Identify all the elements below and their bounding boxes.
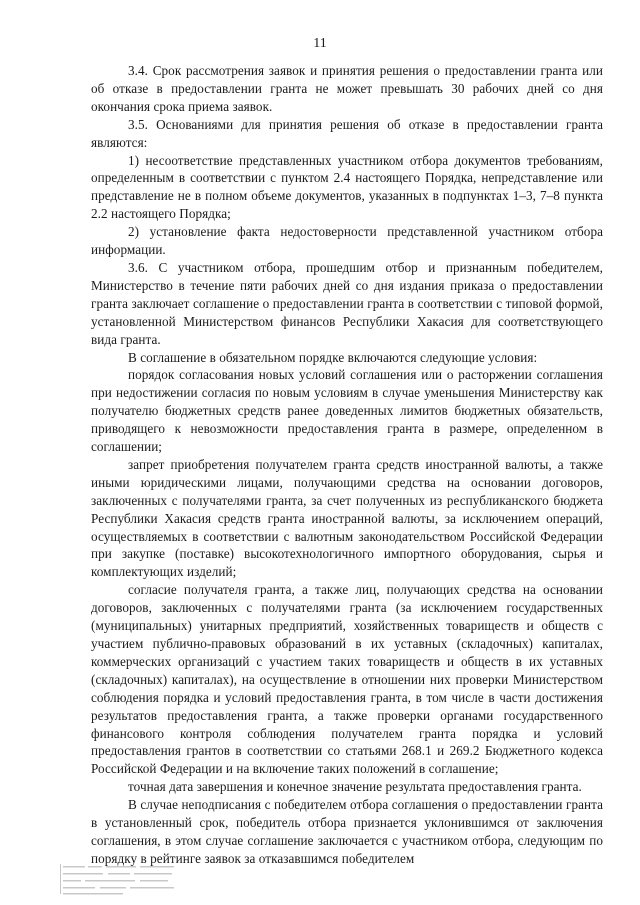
document-body [91,62,603,868]
paragraph-condition-approval: порядок согласования новых условий соглашения или о расторжении соглашения при недостижении согласия по новым условиям в случае уменьшения Министерству как получателю бюджетных средств ранее доведенных лимитов бюджетных обязательств, приводящего к невозможности предоставления гранта в размере, определенном в соглашении; [91,367,603,455]
paragraph-3-6: 3.6. С участником отбора, прошедшим отбор и признанным победителем, Министерство в течение пяти рабочих дней со дня издания приказа о предоставлении гранта заключает соглашение о предоставлении гранта в соответствии с типовой формой, установленной Министерством финансов Республики Хакасия для соответствующего вида гранта. [91,259,603,347]
paragraph-condition-date: точная дата завершения и конечное значение результата предоставления гранта. [128,779,582,795]
page-number: 11 [313,36,327,51]
paragraph-3-5-item-1: 1) несоответствие представленных участником отбора документов требованиям, определенным в соответствии с пунктом 2.4 настоящего Порядка, непредставление или представление не в полном объеме документов, указанных в подпунктах 1–3, 7–8 пункта 2.2 настоящего Порядка; [91,152,603,222]
paragraph-condition-currency: запрет приобретения получателем гранта средств иностранной валюты, а также иными юридическими лицами, получающими средства на основании договоров, заключенных с получателями гранта, за счет полученных из республиканского бюджета Республики Хакасия средств гранта иностранной валюты, за исключением операций, осуществляемых в соответствии с валютным законодательством Российской Федерации при закупке (поставке) высокотехнологичного импортного оборудования, сырья и комплектующих изделий; [91,456,603,580]
paragraph-3-5-item-2: 2) установление факта недостоверности представленной участником отбора информации. [91,224,603,258]
paragraph-3-4: 3.4. Срок рассмотрения заявок и принятия решения о предоставлении гранта или об отказе в предоставлении гранта не может превышать 30 рабочих дней со дня окончания срока приема заявок. [91,63,603,114]
stamp-graphic [60,862,178,898]
paragraph-condition-consent: согласие получателя гранта, а также лиц, получающих средства на основании договоров, заключенных с получателями гранта (за исключением государственных (муниципальных) унитарных предприятий, хозяйственных товариществ и обществ с участием публично-правовых образований в их уставных (складочных) капиталах, коммерческих организаций с участием таких товариществ и обществ в их уставных (складочных) капиталах), на осуществление в отношении них проверки Министерством соблюдения порядка и условий предоставления гранта, в том числе в части достижения результатов предоставления гранта, а также проверки органами государственного финансового контроля соблюдения получателем гранта порядка и условий предоставления грантов в соответствии со статьями 268.1 и 269.2 Бюджетного кодекса Российской Федерации и на включение таких положений в соглашение; [91,582,603,777]
paragraph-non-signing: В случае неподписания с победителем отбора соглашения о предоставлении гранта в установленный срок, победитель отбора признается уклонившимся от заключения соглашения, в этом случае соглашение заключается с участником отбора, следующим по порядку в рейтинге заявок за отказавшимся победителем [91,797,603,866]
document-stamp [60,862,178,898]
paragraph-conditions-intro: В соглашение в обязательном порядке включаются следующие условия: [128,349,538,365]
paragraph-3-5: 3.5. Основаниями для принятия решения об отказе в предоставлении гранта являются: [91,116,603,150]
